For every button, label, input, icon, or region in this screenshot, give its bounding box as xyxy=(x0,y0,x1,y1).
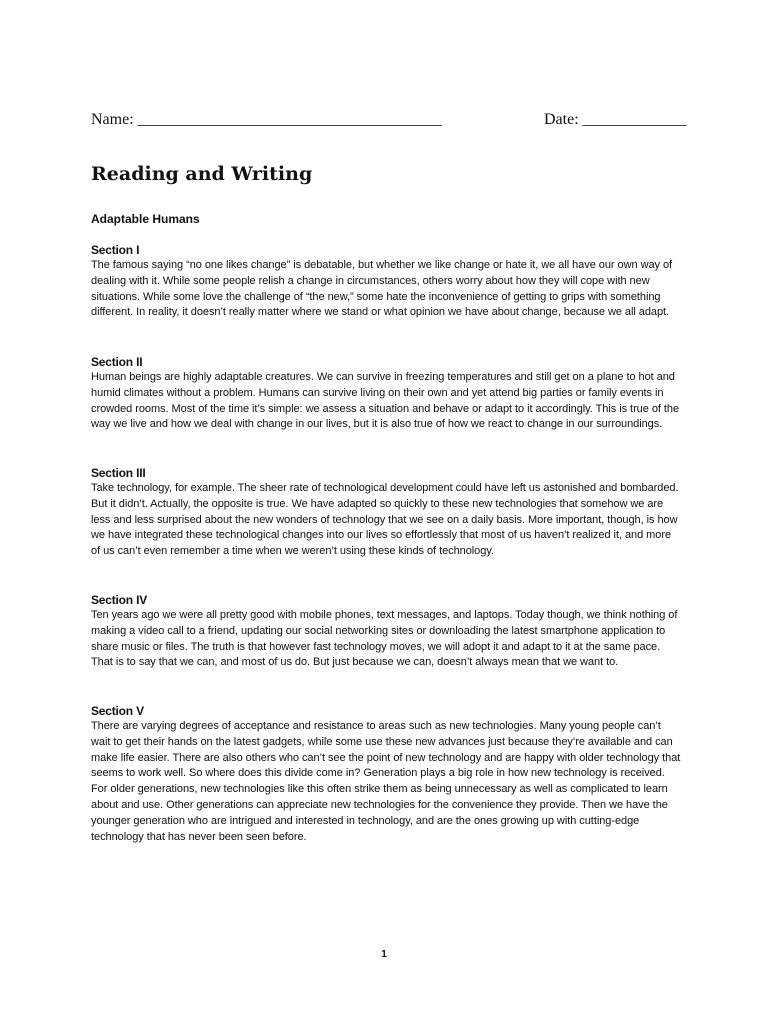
section-body: Human beings are highly adaptable creatures. We can survive in freezing temperatures and still get on a plane to hot and humid climates without a problem. Humans can survive living on their own and yet attend big parties or family events in crowded rooms. Most of the time it’s simple: we assess a situation and behave or adapt to it accordingly. This is true of the way we live and how we deal with change in our lives, but it is also true of how we react to change in our surroundings. xyxy=(91,371,680,431)
section-5 xyxy=(91,703,683,845)
section-3 xyxy=(91,465,683,560)
passage-title: Adaptable Humans xyxy=(91,212,200,226)
section-heading: Section III xyxy=(91,466,146,480)
section-body: Take technology, for example. The sheer rate of technological development could have left us astonished and bombarded. But it didn’t. Actually, the opposite is true. We have adapted so quickly to these new technologies that somehow we are less and less surprised about the new wonders of technology that we see on a daily basis. More important, though, is how we have integrated these technological changes into our lives so effortlessly that most of us haven’t realized it, and more of us can’t even remember a time when we weren’t using these kinds of technology. xyxy=(91,482,679,558)
section-4 xyxy=(91,592,683,671)
section-heading: Section V xyxy=(91,704,144,718)
section-heading: Section II xyxy=(91,355,143,369)
section-body: There are varying degrees of acceptance and resistance to areas such as new technologies. Many young people can’t wait to get their hands on the latest gadgets, while some use these new advances just because they’re available and can make life easier. There are also others who can’t see the point of new technology and are happy with older technology that seems to work well. So where does this divide come in? Generation plays a big role in how new technology is received. For older generations, new technologies like this often strike them as being unnecessary as well as complicated to learn about and use. Other generations can appreciate new technologies for the convenience they provide. Then we have the younger generation who are intrigued and interested in technology, and are the ones growing up with cutting-edge technology that has never been seen before. xyxy=(91,720,681,843)
section-body: The famous saying “no one likes change” is debatable, but whether we like change or hate it, we all have our own way of dealing with it. While some people relish a change in circumstances, others worry about how they will cope with new situations. While some love the challenge of “the new,” some hate the inconvenience of getting to grips with something different. In reality, it doesn’t really matter where we stand or what opinion we have about change, because we all adapt. xyxy=(91,259,673,319)
section-heading: Section IV xyxy=(91,593,148,607)
page-number: 1 xyxy=(381,949,387,960)
date-field: Date: _____________ xyxy=(544,111,687,128)
section-1 xyxy=(91,242,683,321)
page-title: Reading and Writing xyxy=(91,163,313,185)
section-body: Ten years ago we were all pretty good with mobile phones, text messages, and laptops. Today though, we think nothing of making a video call to a friend, updating our social networking sites or downloading the latest smartphone application to share music or files. The truth is that however fast technology moves, we will adopt it and adapt to it at the same pace. That is to say that we can, and most of us do. But just because we can, doesn’t always mean that we want to. xyxy=(91,609,678,669)
section-2 xyxy=(91,354,683,433)
name-field: Name: ______________________________________ xyxy=(91,111,442,128)
section-heading: Section I xyxy=(91,243,140,257)
